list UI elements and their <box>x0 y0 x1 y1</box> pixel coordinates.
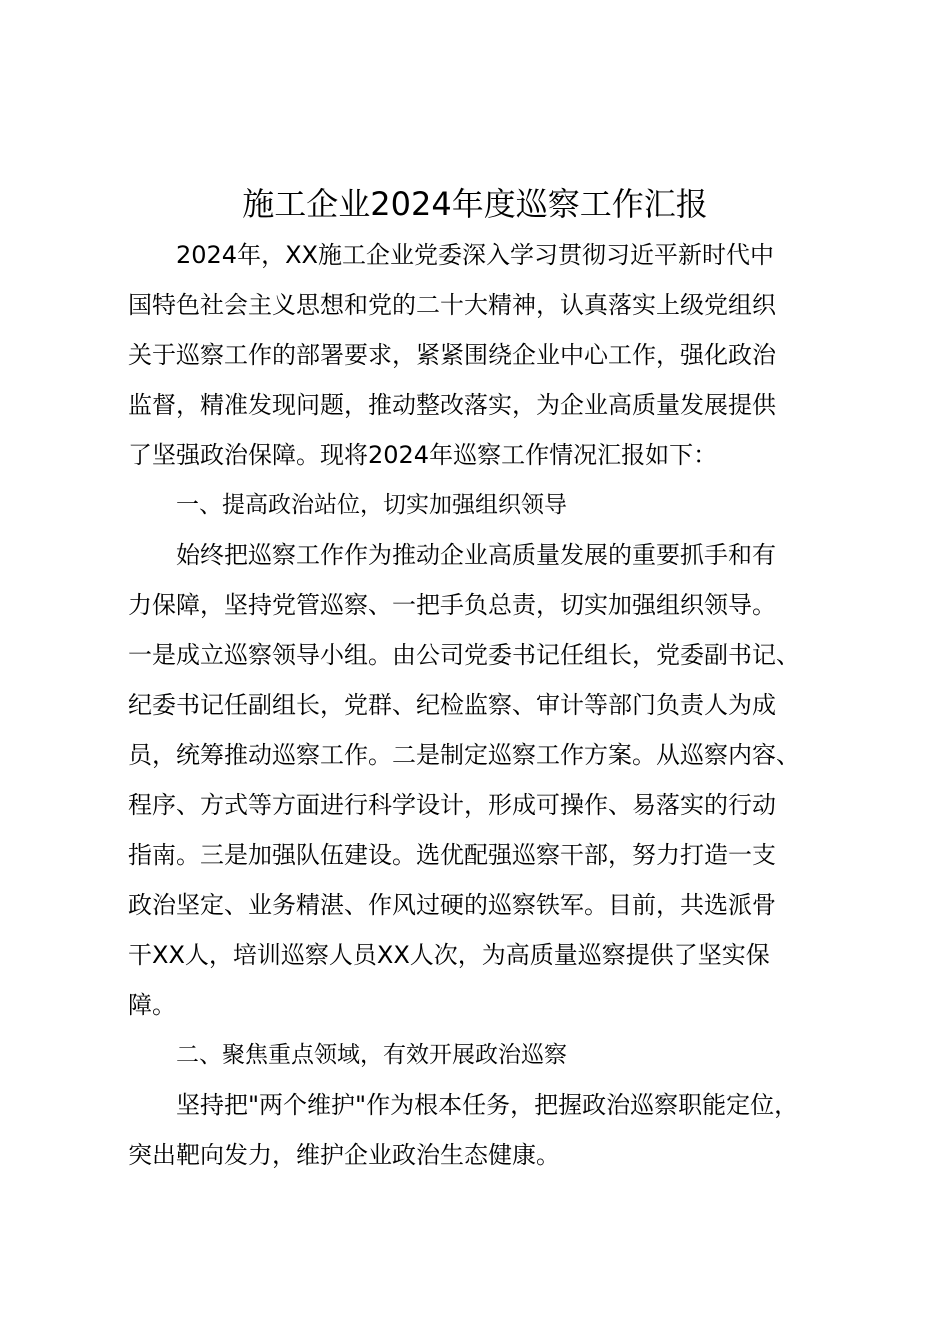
paragraph-line: 一是成立巡察领导小组。由公司党委书记任组长，党委副书记、 <box>128 641 800 669</box>
intro-paragraph <box>128 230 840 480</box>
paragraph-line: 程序、方式等方面进行科学设计，形成可操作、易落实的行动 <box>128 791 776 819</box>
section-1-paragraph <box>128 530 840 1030</box>
paragraph-line: 2024年，XX施工企业党委深入学习贯彻习近平新时代中 <box>176 241 774 269</box>
paragraph-line: 了坚强政治保障。现将2024年巡察工作情况汇报如下： <box>128 441 718 469</box>
paragraph-line: 国特色社会主义思想和党的二十大精神，认真落实上级党组织 <box>128 291 776 319</box>
section-heading-2 <box>128 1030 840 1080</box>
section-heading-text: 二、聚焦重点领域，有效开展政治巡察 <box>176 1042 567 1068</box>
paragraph-line: 指南。三是加强队伍建设。选优配强巡察干部，努力打造一支 <box>128 841 776 869</box>
paragraph-line: 政治坚定、业务精湛、作风过硬的巡察铁军。目前，共选派骨 <box>128 891 776 919</box>
paragraph-line: 力保障，坚持党管巡察、一把手负总责，切实加强组织领导。 <box>128 591 776 619</box>
paragraph-line: 监督，精准发现问题，推动整改落实，为企业高质量发展提供 <box>128 391 776 419</box>
paragraph-line: 始终把巡察工作作为推动企业高质量发展的重要抓手和有 <box>176 541 776 569</box>
paragraph-line: 纪委书记任副组长，党群、纪检监察、审计等部门负责人为成 <box>128 691 776 719</box>
paragraph-line: 突出靶向发力，维护企业政治生态健康。 <box>128 1141 560 1169</box>
paragraph-line: 干XX人，培训巡察人员XX人次，为高质量巡察提供了坚实保 <box>128 941 770 969</box>
paragraph-line: 员，统筹推动巡察工作。二是制定巡察工作方案。从巡察内容、 <box>128 741 800 769</box>
section-heading-text: 一、提高政治站位，切实加强组织领导 <box>176 492 567 518</box>
section-heading-1 <box>128 480 840 530</box>
paragraph-line: 关于巡察工作的部署要求，紧紧围绕企业中心工作，强化政治 <box>128 341 776 369</box>
document-title: 施工企业2024年度巡察工作汇报 <box>242 185 708 223</box>
paragraph-line: 障。 <box>128 991 176 1019</box>
section-2-paragraph <box>128 1080 840 1180</box>
paragraph-line: 坚持把"两个维护"作为根本任务，把握政治巡察职能定位， <box>176 1091 799 1119</box>
